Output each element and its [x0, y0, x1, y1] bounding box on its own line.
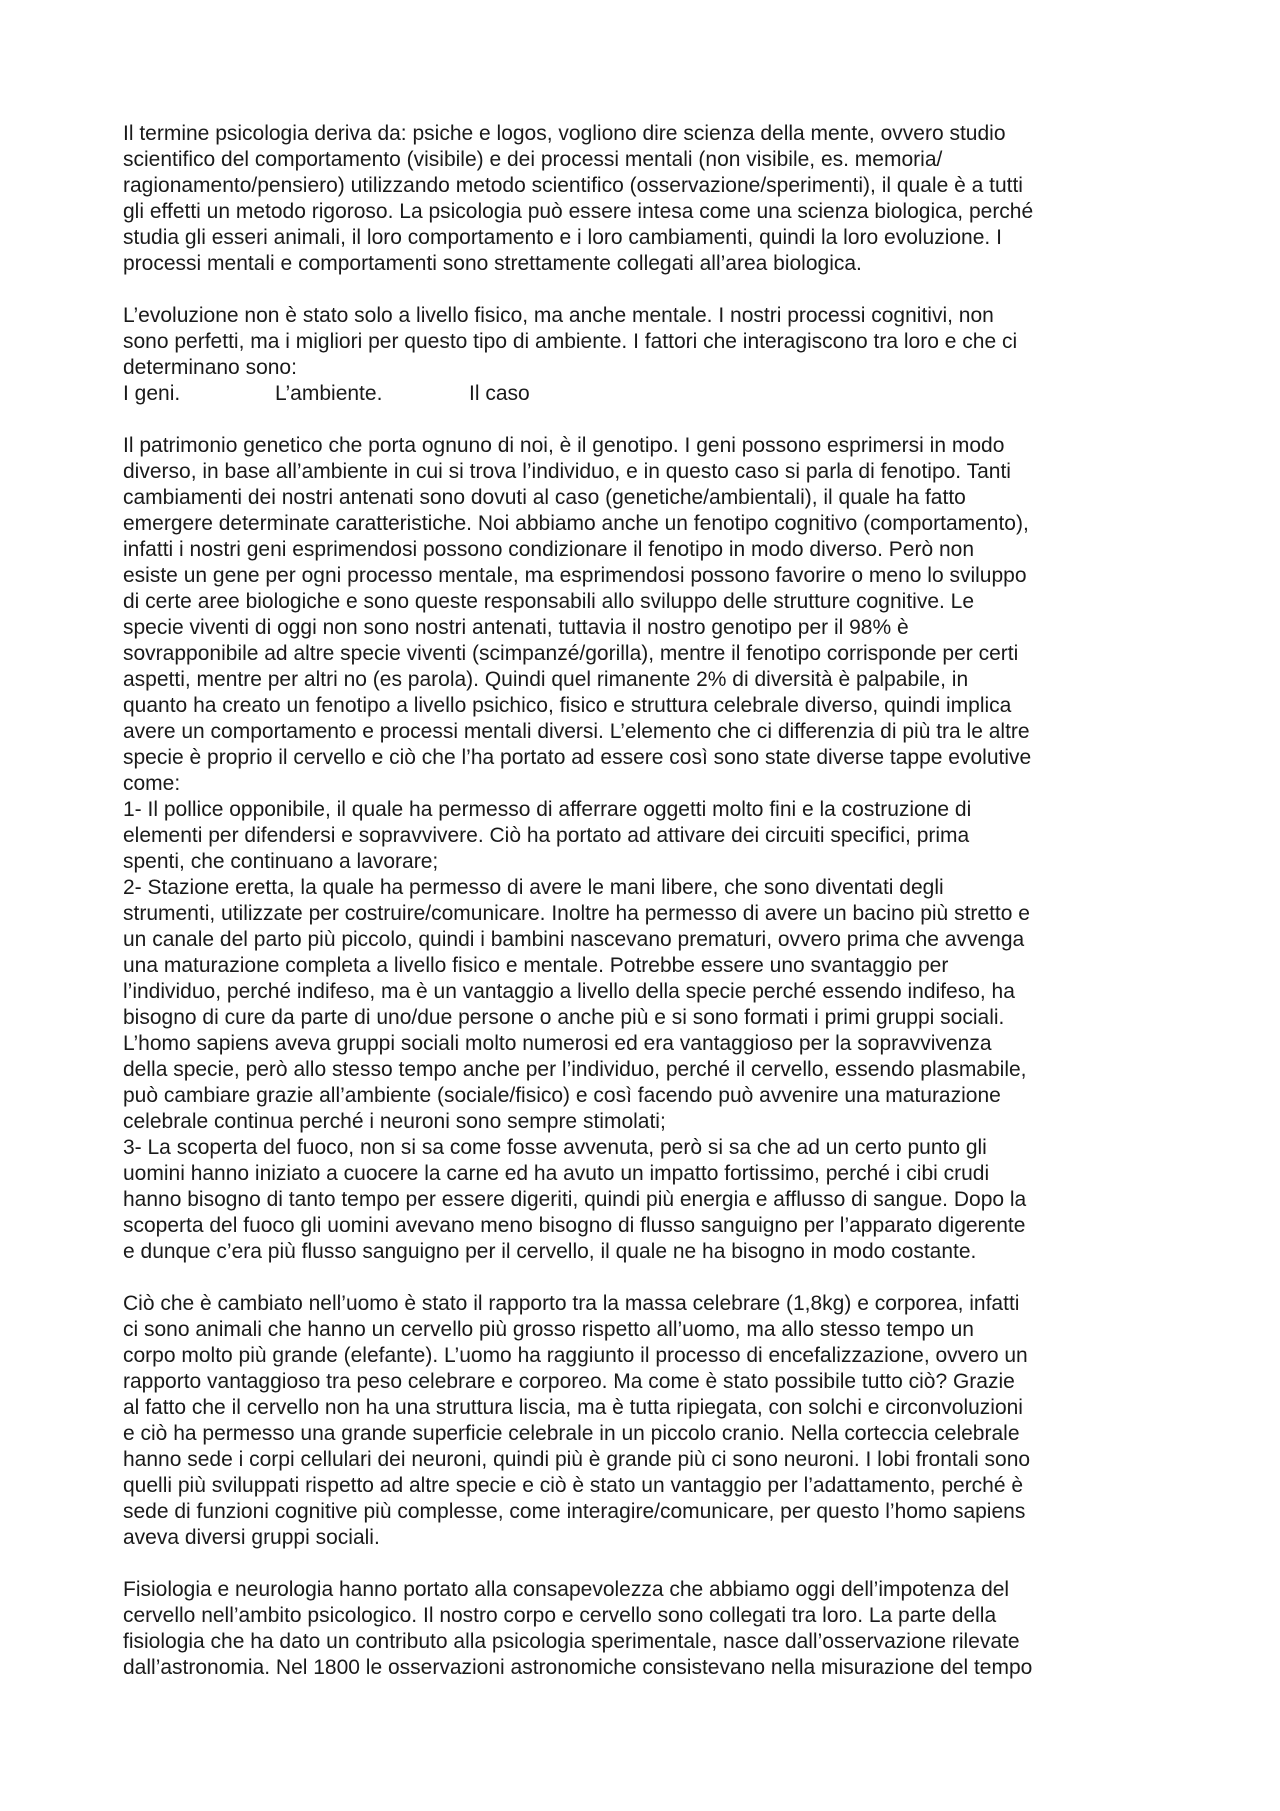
factor-environment: L’ambiente.: [275, 382, 383, 405]
text-line: determinano sono:: [123, 356, 297, 379]
text-line: sono perfetti, ma i migliori per questo tipo di ambiente. I fattori che interagiscono tra loro e che ci: [123, 330, 1018, 353]
text-line: Il termine psicologia deriva da: psiche e logos, vogliono dire scienza della mente, ovvero studio: [123, 122, 1006, 145]
text-line: cervello nell’ambito psicologico. Il nostro corpo e cervello sono collegati tra loro. La parte della: [123, 1604, 997, 1627]
paragraph-genotype: [123, 433, 1173, 1265]
text-line: un canale del parto più piccolo, quindi i bambini nascevano prematuri, ovvero prima che avvenga: [123, 928, 1025, 951]
text-line: avere un comportamento e processi mentali diversi. L’elemento che ci differenzia di più tra le altre: [123, 720, 1030, 743]
text-line: specie è proprio il cervello e ciò che l’ha portato ad essere così sono state diverse tappe evolutive: [123, 746, 1032, 769]
text-line: quanto ha creato un fenotipo a livello psichico, fisico e struttura celebrale diverso, quindi implica: [123, 694, 1012, 717]
factor-chance: Il caso: [469, 382, 530, 405]
paragraph-intro: [123, 121, 1173, 277]
text-line: ci sono animali che hanno un cervello più grosso rispetto all’uomo, ma allo stesso tempo un: [123, 1318, 974, 1341]
text-line: diverso, in base all’ambiente in cui si trova l’individuo, e in questo caso si parla di fenotipo. Tanti: [123, 460, 1011, 483]
text-line: studia gli esseri animali, il loro comportamento e i loro cambiamenti, quindi la loro evoluzione. I: [123, 226, 1002, 249]
text-line: uomini hanno iniziato a cuocere la carne ed ha avuto un impatto fortissimo, perché i cibi crudi: [123, 1162, 990, 1185]
text-line: aveva diversi gruppi sociali.: [123, 1526, 380, 1549]
text-line: aspetti, mentre per altri no (es parola). Quindi quel rimanente 2% di diversità è palpabile, in: [123, 668, 969, 691]
text-line: celebrale continua perché i neuroni sono sempre stimolati;: [123, 1110, 666, 1133]
text-line: scientifico del comportamento (visibile) e dei processi mentali (non visibile, es. memoria/: [123, 148, 943, 171]
text-line: elementi per difendersi e sopravvivere. Ciò ha portato ad attivare dei circuiti specifici, prima: [123, 824, 970, 847]
list-item-thumb: 1- Il pollice opponibile, il quale ha permesso di afferrare oggetti molto fini e la costruzione di: [123, 798, 972, 821]
list-item-fire: 3- La scoperta del fuoco, non si sa come fosse avvenuta, però si sa che ad un certo punto gli: [123, 1136, 987, 1159]
text-line: gli effetti un metodo rigoroso. La psicologia può essere intesa come una scienza biologica, perché: [123, 200, 1034, 223]
factors-list: [123, 381, 1173, 407]
text-line: Ciò che è cambiato nell’uomo è stato il rapporto tra la massa celebrare (1,8kg) e corporea, infatti: [123, 1292, 1020, 1315]
text-line: L’homo sapiens aveva gruppi sociali molto numerosi ed era vantaggioso per la sopravvivenza: [123, 1032, 992, 1055]
text-line: fisiologia che ha dato un contributo alla psicologia sperimentale, nasce dall’osservazione rilevate: [123, 1630, 1020, 1653]
text-line: l’individuo, perché indifeso, ma è un vantaggio a livello della specie perché essendo indifeso, ha: [123, 980, 1015, 1003]
text-line: della specie, però allo stesso tempo anche per l’individuo, perché il cervello, essendo plasmabile,: [123, 1058, 1027, 1081]
paragraph-physiology: [123, 1577, 1173, 1681]
text-line: infatti i nostri geni esprimendosi possono condizionare il fenotipo in modo diverso. Però non: [123, 538, 974, 561]
text-line: può cambiare grazie all’ambiente (sociale/fisico) e così facendo può avvenire una maturazione: [123, 1084, 1001, 1107]
text-line: hanno sede i corpi cellulari dei neuroni, quindi più è grande più ci sono neuroni. I lobi frontali sono: [123, 1448, 1031, 1471]
list-item-upright: 2- Stazione eretta, la quale ha permesso di avere le mani libere, che sono diventati degli: [123, 876, 944, 899]
text-line: come:: [123, 772, 181, 795]
text-line: dall’astronomia. Nel 1800 le osservazioni astronomiche consistevano nella misurazione del tempo: [123, 1656, 1033, 1679]
text-line: bisogno di cure da parte di uno/due persone o anche più e si sono formati i primi gruppi sociali.: [123, 1006, 1005, 1029]
text-line: e ciò ha permesso una grande superficie celebrale in un piccolo cranio. Nella corteccia celebrale: [123, 1422, 1020, 1445]
text-line: sede di funzioni cognitive più complesse, come interagire/comunicare, per questo l’homo sapiens: [123, 1500, 1026, 1523]
text-line: Il patrimonio genetico che porta ognuno di noi, è il genotipo. I geni possono esprimersi in modo: [123, 434, 1005, 457]
text-line: una maturazione completa a livello fisico e mentale. Potrebbe essere uno svantaggio per: [123, 954, 949, 977]
text-line: cambiamenti dei nostri antenati sono dovuti al caso (genetiche/ambientali), il quale ha fatto: [123, 486, 966, 509]
text-line: sovrapponibile ad altre specie viventi (scimpanzé/gorilla), mentre il fenotipo corrisponde per certi: [123, 642, 1019, 665]
factor-genes: I geni.: [123, 382, 181, 405]
text-line: rapporto vantaggioso tra peso celebrare e corporeo. Ma come è stato possibile tutto ciò? Grazie: [123, 1370, 1015, 1393]
text-line: e dunque c’era più flusso sanguigno per il cervello, il quale ne ha bisogno in modo costante.: [123, 1240, 977, 1263]
text-line: L’evoluzione non è stato solo a livello fisico, ma anche mentale. I nostri processi cognitivi, non: [123, 304, 994, 327]
document-body: [123, 121, 1173, 1707]
text-line: emergere determinate caratteristiche. Noi abbiamo anche un fenotipo cognitivo (comportamento),: [123, 512, 1029, 535]
text-line: specie viventi di oggi non sono nostri antenati, tuttavia il nostro genotipo per il 98% è: [123, 616, 909, 639]
text-line: Fisiologia e neurologia hanno portato alla consapevolezza che abbiamo oggi dell’impotenza del: [123, 1578, 1010, 1601]
paragraph-encephalization: [123, 1291, 1173, 1551]
text-line: hanno bisogno di tanto tempo per essere digeriti, quindi più energia e afflusso di sangue. Dopo la: [123, 1188, 1027, 1211]
text-line: spenti, che continuano a lavorare;: [123, 850, 439, 873]
text-line: strumenti, utilizzate per costruire/comunicare. Inoltre ha permesso di avere un bacino più stretto e: [123, 902, 1030, 925]
text-line: corpo molto più grande (elefante). L’uomo ha raggiunto il processo di encefalizzazione, ovvero un: [123, 1344, 1028, 1367]
text-line: quelli più sviluppati rispetto ad altre specie e ciò è stato un vantaggio per l’adattamento, perché è: [123, 1474, 1024, 1497]
text-line: esiste un gene per ogni processo mentale, ma esprimendosi possono favorire o meno lo sviluppo: [123, 564, 1027, 587]
text-line: scoperta del fuoco gli uomini avevano meno bisogno di flusso sanguigno per l’apparato digerente: [123, 1214, 1026, 1237]
text-line: processi mentali e comportamenti sono strettamente collegati all’area biologica.: [123, 252, 862, 275]
paragraph-evolution: [123, 303, 1173, 407]
text-line: di certe aree biologiche e sono queste responsabili allo sviluppo delle strutture cognitive. Le: [123, 590, 975, 613]
text-line: al fatto che il cervello non ha una struttura liscia, ma è tutta ripiegata, con solchi e circonvoluzioni: [123, 1396, 1023, 1419]
text-line: ragionamento/pensiero) utilizzando metodo scientifico (osservazione/sperimenti), il quale è a tutti: [123, 174, 1023, 197]
